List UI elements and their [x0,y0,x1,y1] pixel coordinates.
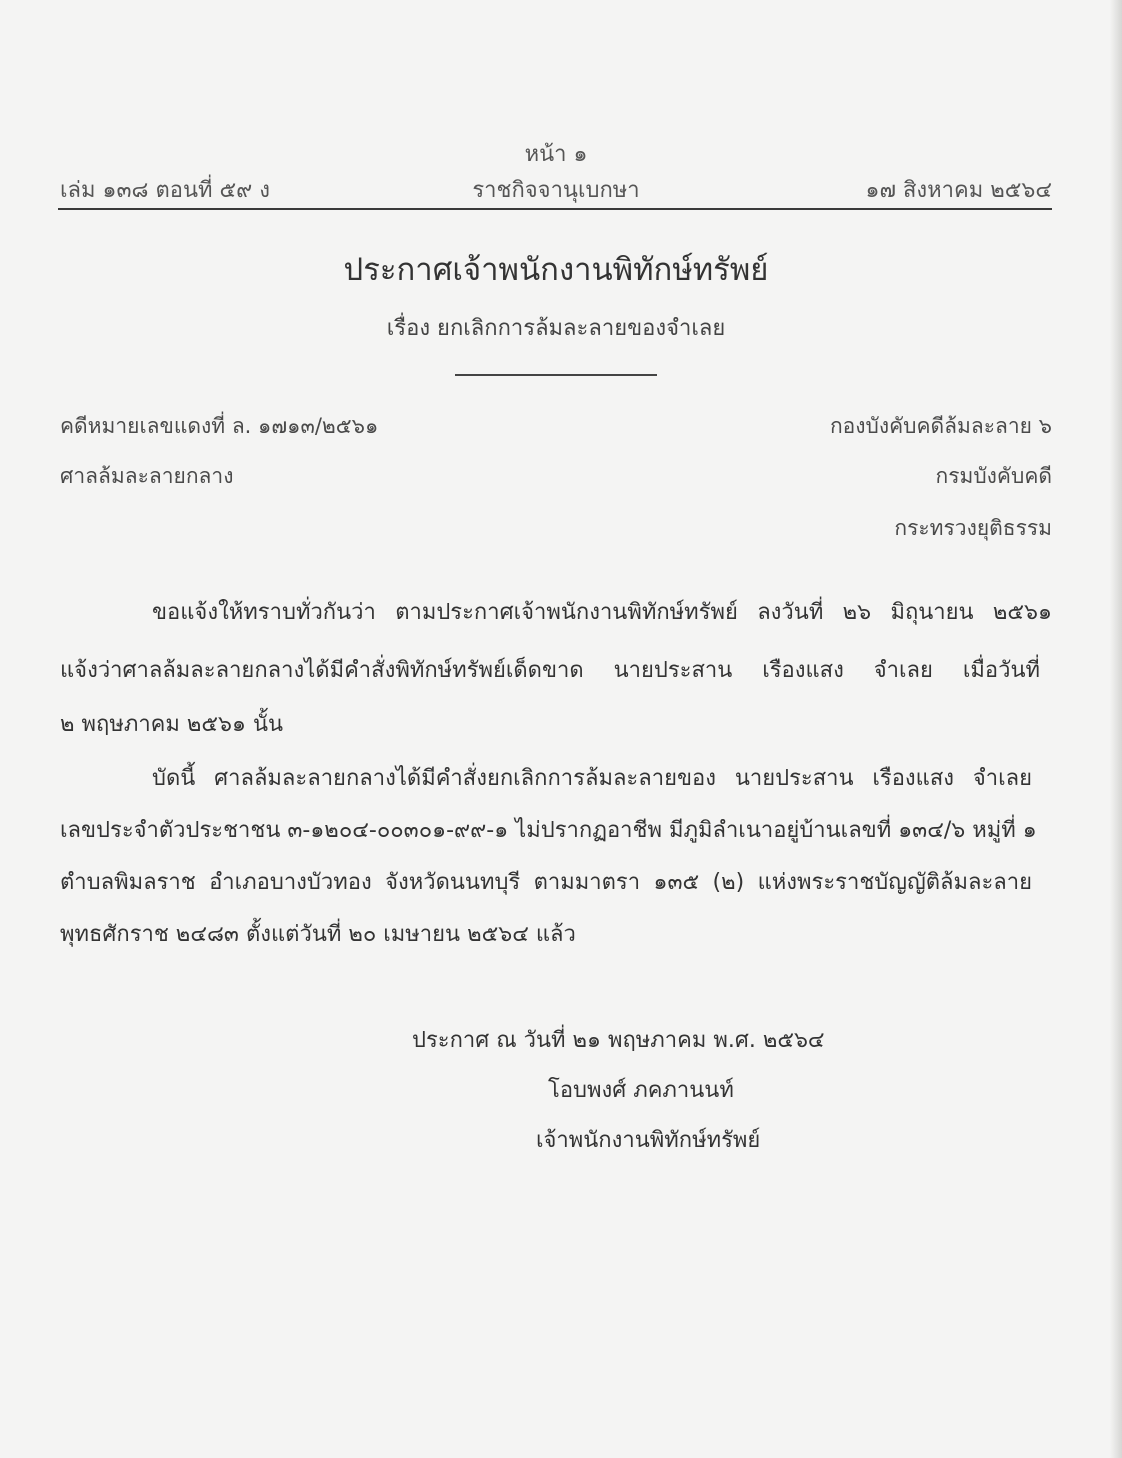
paragraph-2-line-3: ตำบลพิมลราช อำเภอบางบัวทอง จังหวัดนนทบุรี ตามมาตรา ๑๓๕ (๒) แห่งพระราชบัญญัติล้มละลาย [60,870,1032,895]
title-divider [455,374,657,376]
page-number: หน้า ๑ [524,142,588,167]
page-edge-shadow [1110,0,1122,1458]
announcement-title: ประกาศเจ้าพนักงานพิทักษ์ทรัพย์ [343,252,769,288]
court-name: ศาลล้มละลายกลาง [60,464,234,488]
gazette-date: ๑๗ สิงหาคม ๒๕๖๔ [865,178,1052,203]
header-divider [58,208,1052,210]
paragraph-1-line-2: แจ้งว่าศาลล้มละลายกลางได้มีคำสั่งพิทักษ์ทรัพย์เด็ดขาด นายประสาน เรืองแสง จำเลย เมื่อวันที่ [60,658,1040,683]
announcement-subject: เรื่อง ยกเลิกการล้มละลายของจำเลย [386,316,726,341]
gazette-name: ราชกิจจานุเบกษา [472,178,640,203]
department-name: กรมบังคับคดี [935,464,1052,488]
announcement-date: ประกาศ ณ วันที่ ๒๑ พฤษภาคม พ.ศ. ๒๕๖๔ [412,1028,825,1053]
paragraph-2-line-1: บัดนี้ ศาลล้มละลายกลางได้มีคำสั่งยกเลิกการล้มละลายของ นายประสาน เรืองแสง จำเลย [152,766,1032,791]
gazette-volume: เล่ม ๑๓๘ ตอนที่ ๕๙ ง [60,178,270,203]
paragraph-1-line-1: ขอแจ้งให้ทราบทั่วกันว่า ตามประกาศเจ้าพนักงานพิทักษ์ทรัพย์ ลงวันที่ ๒๖ มิถุนายน ๒๕๖๑ [152,600,1052,625]
paragraph-2-line-4: พุทธศักราช ๒๔๘๓ ตั้งแต่วันที่ ๒๐ เมษายน ๒๕๖๔ แล้ว [60,922,576,947]
paragraph-1-line-3: ๒ พฤษภาคม ๒๕๖๑ นั้น [60,712,284,737]
case-number: คดีหมายเลขแดงที่ ล. ๑๗๑๓/๒๕๖๑ [60,414,379,438]
paragraph-2-line-2: เลขประจำตัวประชาชน ๓-๑๒๐๔-๐๐๓๐๑-๙๙-๑ ไม่ปรากฏอาชีพ มีภูมิลำเนาอยู่บ้านเลขที่ ๑๓๔/๖ หมู่ที่ ๑ [60,818,1037,843]
ministry-name: กระทรวงยุติธรรม [894,516,1052,540]
signatory-name: โอบพงศ์ ภคภานนท์ [548,1078,734,1103]
signatory-position: เจ้าพนักงานพิทักษ์ทรัพย์ [536,1128,761,1153]
division-name: กองบังคับคดีล้มละลาย ๖ [829,414,1052,438]
